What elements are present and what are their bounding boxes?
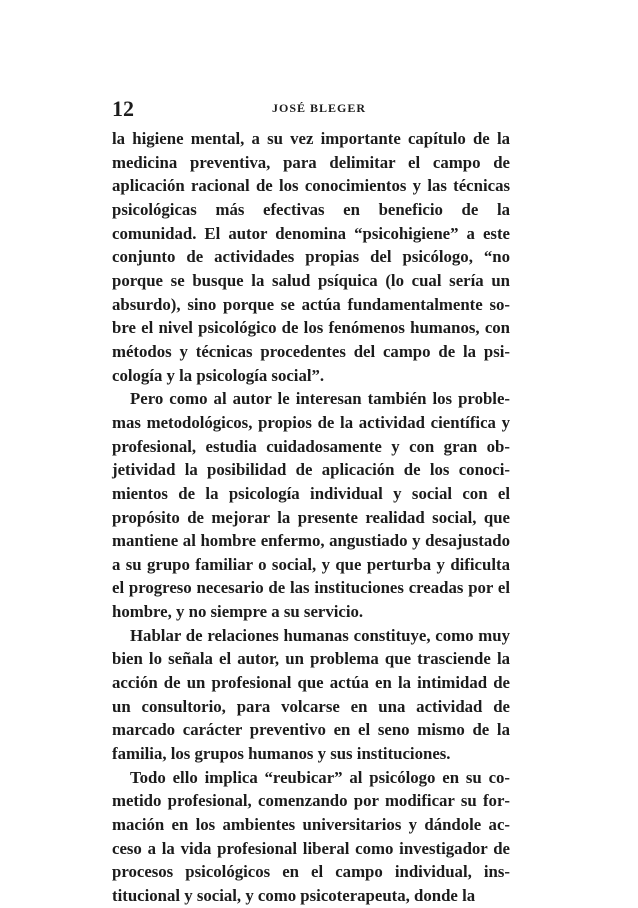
- paragraph-2: Pero como al autor le interesan también los problemas metodológicos, propios de la actividad científica y profesional, estudia cuidadosamente y con gran objetividad la posibilidad de aplicación de los conocimientos de la psicología individual y social con el propósito de mejorar la presente realidad social, que mantiene al hombre enfermo, angustiado y desajustado a su grupo familiar o social, y que perturba y dificulta el progreso necesario de las instituciones creadas por el hombre, y no siempre a su servicio.: [112, 389, 510, 622]
- paragraph-4: Todo ello implica “reubicar” al psicólogo en su cometido profesional, comenzando por modificar su formación en los ambientes universitarios y dándole acceso a la vida profesional liberal como investigador de procesos psicológicos en el campo individual, institucional y social, y como psicoterapeuta, donde la: [112, 767, 510, 905]
- paragraph-3: Hablar de relaciones humanas constituye, como muy bien lo señala el autor, un problema que trasciende la acción de un profesional que actúa en la intimidad de un consultorio, para volcarse en una actividad de marcado carácter preventivo en el seno mismo de la familia, los grupos humanos y sus instituciones.: [112, 625, 510, 764]
- paragraph-1: la higiene mental, a su vez importante capítulo de la medicina preventiva, para delimitar el campo de aplicación racional de los conocimientos y las técnicas psicológicas más efectivas en beneficio de la comunidad. El autor denomina “psicohigiene” a este conjunto de actividades propias del psicólogo, “no porque se busque la salud psíquica (lo cual sería un absurdo), sino porque se actúa fundamentalmente sobre el nivel psicológico de los fenómenos humanos, con métodos y técnicas procedentes del campo de la psicología y la psicología social”.: [112, 129, 510, 385]
- page-number: 12: [112, 96, 134, 121]
- running-head-author: JOSÉ BLEGER: [272, 101, 367, 115]
- body-text: [112, 127, 510, 908]
- page-header: [112, 96, 510, 122]
